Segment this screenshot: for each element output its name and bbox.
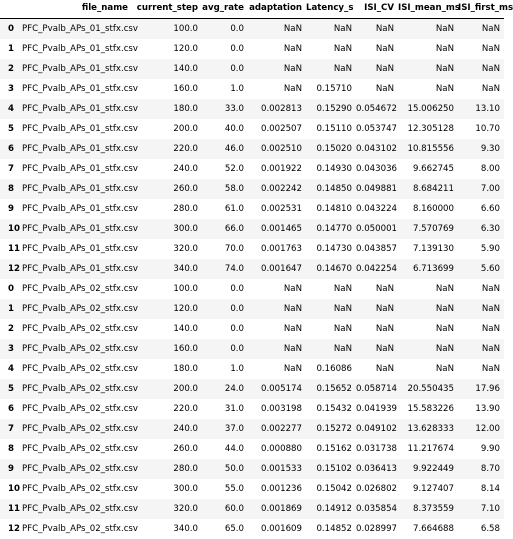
latency-cell: 0.14810 bbox=[306, 199, 356, 219]
table-row bbox=[0, 419, 504, 439]
avg-rate-cell: 44.0 bbox=[202, 439, 248, 459]
isi-cv-cell: 0.026802 bbox=[356, 479, 398, 499]
table-row bbox=[0, 159, 504, 179]
row-index: 11 bbox=[0, 499, 22, 519]
adaptation-cell: NaN bbox=[248, 79, 306, 99]
current-step-cell: 140.0 bbox=[132, 59, 202, 79]
current-step-cell: 320.0 bbox=[132, 499, 202, 519]
current-step-cell: 320.0 bbox=[132, 239, 202, 259]
isi-first-cell: 6.58 bbox=[458, 519, 504, 539]
isi-first-cell: NaN bbox=[458, 79, 504, 99]
column-header-avg-rate: avg_rate bbox=[202, 0, 248, 19]
table-row bbox=[0, 499, 504, 519]
isi-cv-cell: 0.053747 bbox=[356, 119, 398, 139]
table-row bbox=[0, 39, 504, 59]
current-step-cell: 220.0 bbox=[132, 399, 202, 419]
avg-rate-cell: 0.0 bbox=[202, 299, 248, 319]
current-step-cell: 100.0 bbox=[132, 279, 202, 299]
avg-rate-cell: 50.0 bbox=[202, 459, 248, 479]
isi-cv-cell: NaN bbox=[356, 19, 398, 40]
isi-first-cell: NaN bbox=[458, 39, 504, 59]
isi-cv-cell: NaN bbox=[356, 59, 398, 79]
table-row bbox=[0, 139, 504, 159]
isi-cv-cell: 0.041939 bbox=[356, 399, 398, 419]
current-step-cell: 200.0 bbox=[132, 119, 202, 139]
adaptation-cell: NaN bbox=[248, 339, 306, 359]
isi-cv-cell: 0.058714 bbox=[356, 379, 398, 399]
isi-cv-cell: 0.049881 bbox=[356, 179, 398, 199]
isi-first-cell: 5.90 bbox=[458, 239, 504, 259]
table-row bbox=[0, 79, 504, 99]
latency-cell: 0.14930 bbox=[306, 159, 356, 179]
latency-cell: NaN bbox=[306, 299, 356, 319]
isi-mean-cell: NaN bbox=[398, 279, 458, 299]
isi-mean-cell: NaN bbox=[398, 19, 458, 40]
isi-mean-cell: 20.550435 bbox=[398, 379, 458, 399]
table-row bbox=[0, 279, 504, 299]
row-index: 12 bbox=[0, 519, 22, 539]
adaptation-cell: 0.001647 bbox=[248, 259, 306, 279]
adaptation-cell: 0.001533 bbox=[248, 459, 306, 479]
isi-mean-cell: NaN bbox=[398, 39, 458, 59]
table-row bbox=[0, 219, 504, 239]
isi-cv-cell: 0.043857 bbox=[356, 239, 398, 259]
latency-cell: 0.14730 bbox=[306, 239, 356, 259]
file-name-cell: PFC_Pvalb_APs_02_stfx.csv bbox=[22, 399, 132, 419]
latency-cell: 0.15432 bbox=[306, 399, 356, 419]
adaptation-cell: 0.001609 bbox=[248, 519, 306, 539]
row-index: 11 bbox=[0, 239, 22, 259]
adaptation-cell: 0.001236 bbox=[248, 479, 306, 499]
current-step-cell: 140.0 bbox=[132, 319, 202, 339]
latency-cell: 0.15110 bbox=[306, 119, 356, 139]
isi-mean-cell: 13.628333 bbox=[398, 419, 458, 439]
file-name-cell: PFC_Pvalb_APs_01_stfx.csv bbox=[22, 179, 132, 199]
isi-mean-cell: 12.305128 bbox=[398, 119, 458, 139]
latency-cell: NaN bbox=[306, 319, 356, 339]
latency-cell: NaN bbox=[306, 19, 356, 40]
isi-first-cell: NaN bbox=[458, 299, 504, 319]
current-step-cell: 240.0 bbox=[132, 419, 202, 439]
isi-first-cell: 8.00 bbox=[458, 159, 504, 179]
row-index: 10 bbox=[0, 219, 22, 239]
latency-cell: 0.15102 bbox=[306, 459, 356, 479]
isi-first-cell: NaN bbox=[458, 19, 504, 40]
isi-cv-cell: 0.031738 bbox=[356, 439, 398, 459]
isi-mean-cell: NaN bbox=[398, 59, 458, 79]
current-step-cell: 180.0 bbox=[132, 359, 202, 379]
current-step-cell: 180.0 bbox=[132, 99, 202, 119]
isi-cv-cell: 0.050001 bbox=[356, 219, 398, 239]
isi-first-cell: 7.00 bbox=[458, 179, 504, 199]
file-name-cell: PFC_Pvalb_APs_02_stfx.csv bbox=[22, 499, 132, 519]
file-name-cell: PFC_Pvalb_APs_01_stfx.csv bbox=[22, 139, 132, 159]
isi-first-cell: 6.30 bbox=[458, 219, 504, 239]
isi-mean-cell: 9.127407 bbox=[398, 479, 458, 499]
table-row bbox=[0, 239, 504, 259]
table-row bbox=[0, 359, 504, 379]
avg-rate-cell: 31.0 bbox=[202, 399, 248, 419]
row-index: 8 bbox=[0, 439, 22, 459]
row-index: 7 bbox=[0, 419, 22, 439]
file-name-cell: PFC_Pvalb_APs_02_stfx.csv bbox=[22, 299, 132, 319]
avg-rate-cell: 37.0 bbox=[202, 419, 248, 439]
adaptation-cell: 0.002531 bbox=[248, 199, 306, 219]
current-step-cell: 300.0 bbox=[132, 479, 202, 499]
file-name-cell: PFC_Pvalb_APs_01_stfx.csv bbox=[22, 239, 132, 259]
avg-rate-cell: 0.0 bbox=[202, 319, 248, 339]
table-row bbox=[0, 339, 504, 359]
latency-cell: 0.15042 bbox=[306, 479, 356, 499]
isi-cv-cell: 0.042254 bbox=[356, 259, 398, 279]
table-row bbox=[0, 399, 504, 419]
isi-first-cell: 10.70 bbox=[458, 119, 504, 139]
row-index: 1 bbox=[0, 299, 22, 319]
header-row bbox=[0, 0, 504, 19]
isi-cv-cell: NaN bbox=[356, 299, 398, 319]
current-step-cell: 300.0 bbox=[132, 219, 202, 239]
isi-first-cell: 6.60 bbox=[458, 199, 504, 219]
row-index: 6 bbox=[0, 399, 22, 419]
column-header-adaptation: adaptation bbox=[248, 0, 306, 19]
isi-first-cell: 9.30 bbox=[458, 139, 504, 159]
isi-mean-cell: 15.006250 bbox=[398, 99, 458, 119]
table-row bbox=[0, 519, 504, 539]
column-header-isi-first-ms: ISI_first_ms bbox=[458, 0, 504, 19]
table-row bbox=[0, 479, 504, 499]
file-name-cell: PFC_Pvalb_APs_01_stfx.csv bbox=[22, 79, 132, 99]
isi-mean-cell: 8.373559 bbox=[398, 499, 458, 519]
row-index: 9 bbox=[0, 459, 22, 479]
file-name-cell: PFC_Pvalb_APs_02_stfx.csv bbox=[22, 379, 132, 399]
table-row bbox=[0, 179, 504, 199]
file-name-cell: PFC_Pvalb_APs_01_stfx.csv bbox=[22, 159, 132, 179]
table-row bbox=[0, 199, 504, 219]
avg-rate-cell: 0.0 bbox=[202, 339, 248, 359]
isi-mean-cell: NaN bbox=[398, 299, 458, 319]
avg-rate-cell: 61.0 bbox=[202, 199, 248, 219]
isi-mean-cell: 7.570769 bbox=[398, 219, 458, 239]
table-body bbox=[0, 19, 504, 539]
file-name-cell: PFC_Pvalb_APs_01_stfx.csv bbox=[22, 259, 132, 279]
isi-mean-cell: 10.815556 bbox=[398, 139, 458, 159]
row-index: 8 bbox=[0, 179, 22, 199]
isi-mean-cell: 6.713699 bbox=[398, 259, 458, 279]
avg-rate-cell: 40.0 bbox=[202, 119, 248, 139]
file-name-cell: PFC_Pvalb_APs_02_stfx.csv bbox=[22, 479, 132, 499]
isi-first-cell: 8.14 bbox=[458, 479, 504, 499]
isi-first-cell: 13.90 bbox=[458, 399, 504, 419]
adaptation-cell: 0.002242 bbox=[248, 179, 306, 199]
adaptation-cell: NaN bbox=[248, 299, 306, 319]
table-row bbox=[0, 439, 504, 459]
latency-cell: 0.14670 bbox=[306, 259, 356, 279]
file-name-cell: PFC_Pvalb_APs_02_stfx.csv bbox=[22, 339, 132, 359]
latency-cell: NaN bbox=[306, 59, 356, 79]
adaptation-cell: 0.001922 bbox=[248, 159, 306, 179]
isi-cv-cell: NaN bbox=[356, 39, 398, 59]
isi-first-cell: NaN bbox=[458, 319, 504, 339]
current-step-cell: 260.0 bbox=[132, 179, 202, 199]
table-row bbox=[0, 319, 504, 339]
avg-rate-cell: 70.0 bbox=[202, 239, 248, 259]
isi-cv-cell: NaN bbox=[356, 359, 398, 379]
row-index: 4 bbox=[0, 359, 22, 379]
table-header bbox=[0, 0, 504, 19]
avg-rate-cell: 65.0 bbox=[202, 519, 248, 539]
avg-rate-cell: 0.0 bbox=[202, 39, 248, 59]
adaptation-cell: 0.001465 bbox=[248, 219, 306, 239]
latency-cell: 0.15710 bbox=[306, 79, 356, 99]
adaptation-cell: 0.005174 bbox=[248, 379, 306, 399]
table-row bbox=[0, 259, 504, 279]
adaptation-cell: NaN bbox=[248, 279, 306, 299]
latency-cell: 0.14912 bbox=[306, 499, 356, 519]
current-step-cell: 100.0 bbox=[132, 19, 202, 40]
row-index: 5 bbox=[0, 379, 22, 399]
isi-first-cell: 5.60 bbox=[458, 259, 504, 279]
table-row bbox=[0, 459, 504, 479]
avg-rate-cell: 0.0 bbox=[202, 19, 248, 40]
latency-cell: 0.14850 bbox=[306, 179, 356, 199]
file-name-cell: PFC_Pvalb_APs_02_stfx.csv bbox=[22, 519, 132, 539]
adaptation-cell: 0.002813 bbox=[248, 99, 306, 119]
isi-first-cell: 7.10 bbox=[458, 499, 504, 519]
latency-cell: 0.15290 bbox=[306, 99, 356, 119]
table-row bbox=[0, 99, 504, 119]
file-name-cell: PFC_Pvalb_APs_02_stfx.csv bbox=[22, 319, 132, 339]
adaptation-cell: NaN bbox=[248, 359, 306, 379]
current-step-cell: 280.0 bbox=[132, 459, 202, 479]
isi-mean-cell: 8.684211 bbox=[398, 179, 458, 199]
row-index: 5 bbox=[0, 119, 22, 139]
row-index: 2 bbox=[0, 319, 22, 339]
isi-first-cell: NaN bbox=[458, 279, 504, 299]
avg-rate-cell: 74.0 bbox=[202, 259, 248, 279]
adaptation-cell: NaN bbox=[248, 319, 306, 339]
isi-mean-cell: 9.662745 bbox=[398, 159, 458, 179]
isi-first-cell: 12.00 bbox=[458, 419, 504, 439]
latency-cell: 0.16086 bbox=[306, 359, 356, 379]
isi-first-cell: 17.96 bbox=[458, 379, 504, 399]
current-step-cell: 120.0 bbox=[132, 39, 202, 59]
avg-rate-cell: 0.0 bbox=[202, 59, 248, 79]
isi-cv-cell: 0.043036 bbox=[356, 159, 398, 179]
isi-mean-cell: NaN bbox=[398, 319, 458, 339]
row-index: 4 bbox=[0, 99, 22, 119]
current-step-cell: 280.0 bbox=[132, 199, 202, 219]
row-index: 3 bbox=[0, 339, 22, 359]
isi-mean-cell: 8.160000 bbox=[398, 199, 458, 219]
file-name-cell: PFC_Pvalb_APs_01_stfx.csv bbox=[22, 219, 132, 239]
isi-cv-cell: 0.049102 bbox=[356, 419, 398, 439]
current-step-cell: 260.0 bbox=[132, 439, 202, 459]
row-index: 12 bbox=[0, 259, 22, 279]
table-row bbox=[0, 119, 504, 139]
isi-mean-cell: 7.664688 bbox=[398, 519, 458, 539]
table-row bbox=[0, 299, 504, 319]
isi-cv-cell: 0.043102 bbox=[356, 139, 398, 159]
avg-rate-cell: 52.0 bbox=[202, 159, 248, 179]
avg-rate-cell: 55.0 bbox=[202, 479, 248, 499]
avg-rate-cell: 1.0 bbox=[202, 359, 248, 379]
isi-cv-cell: NaN bbox=[356, 339, 398, 359]
isi-first-cell: NaN bbox=[458, 59, 504, 79]
file-name-cell: PFC_Pvalb_APs_02_stfx.csv bbox=[22, 419, 132, 439]
adaptation-cell: 0.002507 bbox=[248, 119, 306, 139]
file-name-cell: PFC_Pvalb_APs_02_stfx.csv bbox=[22, 459, 132, 479]
isi-mean-cell: NaN bbox=[398, 339, 458, 359]
file-name-cell: PFC_Pvalb_APs_01_stfx.csv bbox=[22, 119, 132, 139]
isi-mean-cell: 9.922449 bbox=[398, 459, 458, 479]
column-header-isi-cv: ISI_CV bbox=[356, 0, 398, 19]
row-index: 10 bbox=[0, 479, 22, 499]
avg-rate-cell: 46.0 bbox=[202, 139, 248, 159]
row-index: 2 bbox=[0, 59, 22, 79]
avg-rate-cell: 1.0 bbox=[202, 79, 248, 99]
adaptation-cell: 0.000880 bbox=[248, 439, 306, 459]
row-index: 0 bbox=[0, 279, 22, 299]
index-header bbox=[0, 0, 22, 19]
avg-rate-cell: 60.0 bbox=[202, 499, 248, 519]
current-step-cell: 160.0 bbox=[132, 79, 202, 99]
isi-cv-cell: NaN bbox=[356, 79, 398, 99]
adaptation-cell: 0.003198 bbox=[248, 399, 306, 419]
adaptation-cell: 0.002277 bbox=[248, 419, 306, 439]
latency-cell: 0.14852 bbox=[306, 519, 356, 539]
file-name-cell: PFC_Pvalb_APs_01_stfx.csv bbox=[22, 39, 132, 59]
row-index: 1 bbox=[0, 39, 22, 59]
isi-cv-cell: 0.035854 bbox=[356, 499, 398, 519]
adaptation-cell: NaN bbox=[248, 19, 306, 40]
adaptation-cell: 0.001869 bbox=[248, 499, 306, 519]
adaptation-cell: 0.002510 bbox=[248, 139, 306, 159]
isi-cv-cell: 0.054672 bbox=[356, 99, 398, 119]
file-name-cell: PFC_Pvalb_APs_01_stfx.csv bbox=[22, 199, 132, 219]
avg-rate-cell: 33.0 bbox=[202, 99, 248, 119]
isi-first-cell: NaN bbox=[458, 339, 504, 359]
current-step-cell: 220.0 bbox=[132, 139, 202, 159]
isi-mean-cell: NaN bbox=[398, 79, 458, 99]
file-name-cell: PFC_Pvalb_APs_01_stfx.csv bbox=[22, 99, 132, 119]
row-index: 7 bbox=[0, 159, 22, 179]
current-step-cell: 160.0 bbox=[132, 339, 202, 359]
adaptation-cell: NaN bbox=[248, 59, 306, 79]
latency-cell: 0.15652 bbox=[306, 379, 356, 399]
table-row bbox=[0, 59, 504, 79]
table-row bbox=[0, 379, 504, 399]
latency-cell: NaN bbox=[306, 279, 356, 299]
file-name-cell: PFC_Pvalb_APs_01_stfx.csv bbox=[22, 59, 132, 79]
file-name-cell: PFC_Pvalb_APs_02_stfx.csv bbox=[22, 439, 132, 459]
avg-rate-cell: 58.0 bbox=[202, 179, 248, 199]
isi-mean-cell: NaN bbox=[398, 359, 458, 379]
latency-cell: 0.15162 bbox=[306, 439, 356, 459]
adaptation-cell: NaN bbox=[248, 39, 306, 59]
column-header-current-step: current_step bbox=[132, 0, 202, 19]
latency-cell: 0.15272 bbox=[306, 419, 356, 439]
adaptation-cell: 0.001763 bbox=[248, 239, 306, 259]
isi-first-cell: 8.70 bbox=[458, 459, 504, 479]
current-step-cell: 240.0 bbox=[132, 159, 202, 179]
row-index: 0 bbox=[0, 19, 22, 40]
current-step-cell: 340.0 bbox=[132, 519, 202, 539]
isi-mean-cell: 7.139130 bbox=[398, 239, 458, 259]
row-index: 6 bbox=[0, 139, 22, 159]
isi-cv-cell: 0.036413 bbox=[356, 459, 398, 479]
isi-mean-cell: 15.583226 bbox=[398, 399, 458, 419]
latency-cell: NaN bbox=[306, 39, 356, 59]
latency-cell: NaN bbox=[306, 339, 356, 359]
latency-cell: 0.14770 bbox=[306, 219, 356, 239]
row-index: 3 bbox=[0, 79, 22, 99]
avg-rate-cell: 66.0 bbox=[202, 219, 248, 239]
latency-cell: 0.15020 bbox=[306, 139, 356, 159]
row-index: 9 bbox=[0, 199, 22, 219]
current-step-cell: 200.0 bbox=[132, 379, 202, 399]
isi-cv-cell: NaN bbox=[356, 279, 398, 299]
column-header-isi-mean-ms: ISI_mean_ms bbox=[398, 0, 458, 19]
avg-rate-cell: 24.0 bbox=[202, 379, 248, 399]
table-row bbox=[0, 19, 504, 40]
current-step-cell: 120.0 bbox=[132, 299, 202, 319]
isi-cv-cell: 0.043224 bbox=[356, 199, 398, 219]
isi-first-cell: 9.90 bbox=[458, 439, 504, 459]
current-step-cell: 340.0 bbox=[132, 259, 202, 279]
isi-mean-cell: 11.217674 bbox=[398, 439, 458, 459]
isi-first-cell: 13.10 bbox=[458, 99, 504, 119]
isi-first-cell: NaN bbox=[458, 359, 504, 379]
column-header-latency-s: Latency_s bbox=[306, 0, 356, 19]
file-name-cell: PFC_Pvalb_APs_01_stfx.csv bbox=[22, 19, 132, 40]
file-name-cell: PFC_Pvalb_APs_02_stfx.csv bbox=[22, 279, 132, 299]
file-name-cell: PFC_Pvalb_APs_02_stfx.csv bbox=[22, 359, 132, 379]
column-header-file-name: file_name bbox=[22, 0, 132, 19]
avg-rate-cell: 0.0 bbox=[202, 279, 248, 299]
isi-cv-cell: NaN bbox=[356, 319, 398, 339]
isi-cv-cell: 0.028997 bbox=[356, 519, 398, 539]
